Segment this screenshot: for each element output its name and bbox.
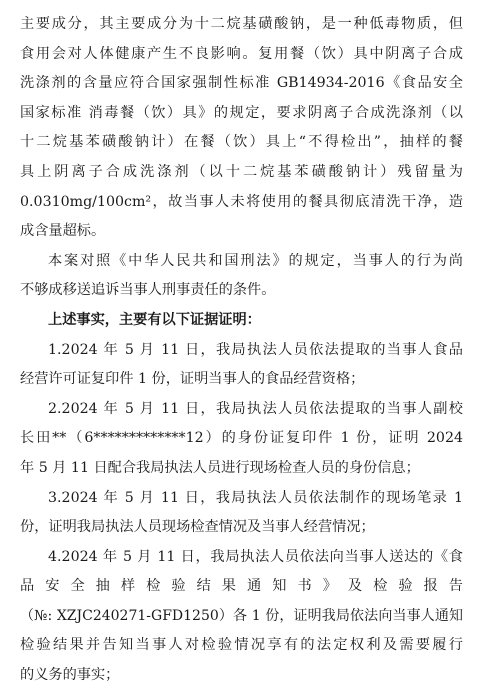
text-line: 成含量超标。 bbox=[20, 223, 106, 240]
text-line: 0.0310mg/100cm²，故当事人未将使用的餐具彻底清洗干净，造 bbox=[20, 193, 463, 210]
text-line: 长田**（6*************12）的身份证复印件 1 份，证明 2024 bbox=[20, 430, 463, 447]
text-line: 检验结果并告知当事人对检验情况享有的法定权利及需要履行 bbox=[20, 637, 463, 654]
text-line: 的义务的事实； bbox=[20, 667, 120, 684]
text-line: 上述事实，主要有以下证据证明： bbox=[48, 311, 261, 328]
text-line: （№: XZJC240271-GFD1250）各 1 份，证明我局依法向当事人通知 bbox=[20, 607, 463, 624]
text-line: 品 安 全 抽 样 检 验 结 果 通 知 书 》 及 检 验 报 告 bbox=[20, 578, 463, 595]
text-line: 4.2024 年 5 月 11 日，我局执法人员依法向当事人送达的《食 bbox=[48, 548, 463, 565]
text-line: 经营许可证复印件 1 份，证明当事人的食品经营资格； bbox=[20, 371, 365, 388]
text-line: 洗涤剂的含量应符合国家强制性标准 GB14934-2016《食品安全 bbox=[20, 75, 463, 92]
text-line: 不够成移送追诉当事人刑事责任的条件。 bbox=[20, 282, 276, 299]
text-line: 十二烷基苯磺酸钠计）在餐（饮）具上“不得检出”，抽样的餐 bbox=[20, 134, 463, 151]
text-line: 年 5 月 11 日配合我局执法人员进行现场检查人员的身份信息； bbox=[20, 459, 420, 476]
text-line: 主要成分，其主要成分为十二烷基磺酸钠，是一种低毒物质，但 bbox=[20, 16, 463, 32]
text-line: 本案对照《中华人民共和国刑法》的规定，当事人的行为尚 bbox=[48, 252, 463, 269]
text-line: 具上阴离子合成洗涤剂（以十二烷基苯磺酸钠计）残留量为 bbox=[20, 163, 463, 180]
document-body bbox=[20, 10, 463, 691]
text-line: 份，证明我局执法人员现场检查情况及当事人经营情况； bbox=[20, 519, 375, 536]
text-line: 2.2024 年 5 月 11 日，我局执法人员依法提取的当事人副校 bbox=[48, 400, 463, 417]
text-line: 国家标准 消毒餐（饮）具》的规定，要求阴离子合成洗涤剂（以 bbox=[20, 104, 463, 121]
text-line: 食用会对人体健康产生不良影响。复用餐（饮）具中阴离子合成 bbox=[20, 45, 463, 62]
text-line: 1.2024 年 5 月 11 日，我局执法人员依法提取的当事人食品 bbox=[48, 341, 463, 358]
text-line: 3.2024 年 5 月 11 日，我局执法人员依法制作的现场笔录 1 bbox=[48, 489, 463, 506]
